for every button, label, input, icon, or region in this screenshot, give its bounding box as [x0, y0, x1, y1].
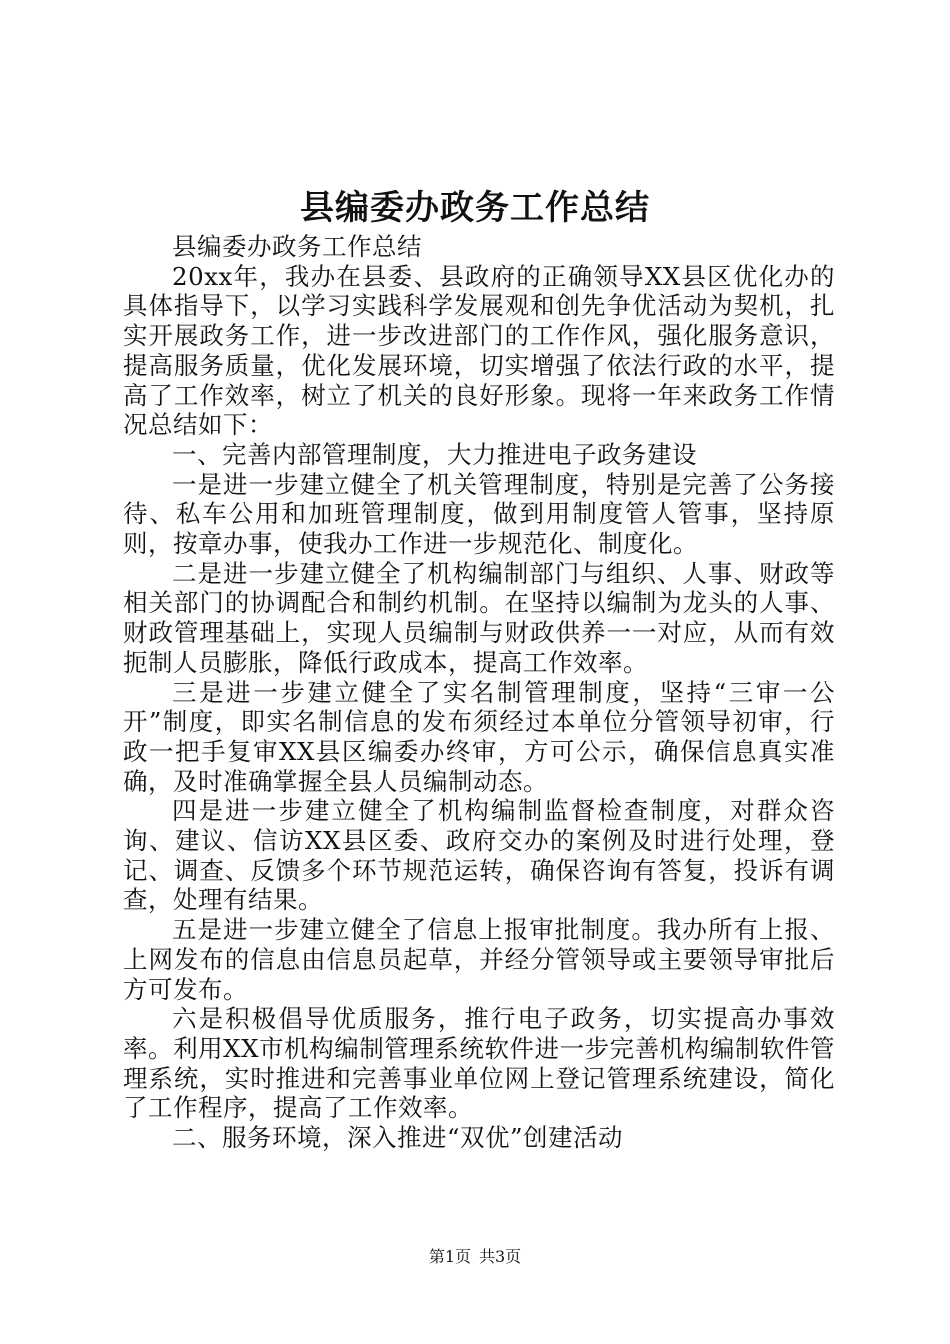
paragraph-item-2: 二是进一步建立健全了机构编制部门与组织、人事、财政等相关部门的协调配合和制约机制。在坚持以编制为龙头的人事、财政管理基础上，实现人员编制与财政供养一一对应，从而有效扼制人员膨胀，降低行政成本，提高工作效率。	[123, 558, 835, 677]
paragraph-item-6: 六是积极倡导优质服务，推行电子政务，切实提高办事效率。利用XX市机构编制管理系统软件进一步完善机构编制软件管理系统，实时推进和完善事业单位网上登记管理系统建设，简化了工作程序，提高了工作效率。	[123, 1004, 835, 1123]
page-footer	[0, 1246, 950, 1268]
paragraph-item-1: 一是进一步建立健全了机关管理制度，特别是完善了公务接待、私车公用和加班管理制度，做到用制度管人管事，坚持原则，按章办事，使我办工作进一步规范化、制度化。	[123, 469, 835, 559]
paragraph-intro: 20xx年，我办在县委、县政府的正确领导XX县区优化办的具体指导下，以学习实践科学发展观和创先争优活动为契机，扎实开展政务工作，进一步改进部门的工作作风，强化服务意识，提高服务质量，优化发展环境，切实增强了依法行政的水平，提高了工作效率，树立了机关的良好形象。现将一年来政务工作情况总结如下：	[123, 261, 835, 440]
paragraph-subtitle: 县编委办政务工作总结	[172, 232, 422, 261]
page-total: 共3页	[479, 1247, 522, 1266]
section-heading-1: 一、完善内部管理制度，大力推进电子政务建设	[172, 439, 697, 469]
paragraph-item-3: 三是进一步建立健全了实名制管理制度，坚持“三审一公开”制度，即实名制信息的发布须经过本单位分管领导初审，行政一把手复审XX县区编委办终审，方可公示，确保信息真实准确，及时准确掌握全县人员编制动态。	[123, 677, 835, 796]
paragraph-item-4: 四是进一步建立健全了机构编制监督检查制度，对群众咨询、建议、信访XX县区委、政府交办的案例及时进行处理，登记、调查、反馈多个环节规范运转，确保咨询有答复，投诉有调查，处理有结果。	[123, 796, 835, 915]
page-number: 第1页	[428, 1247, 471, 1266]
section-heading-2: 二、服务环境，深入推进“双优”创建活动	[172, 1123, 624, 1153]
document-title: 县编委办政务工作总结	[300, 188, 650, 228]
document-body	[123, 232, 835, 1153]
paragraph-item-5: 五是进一步建立健全了信息上报审批制度。我办所有上报、上网发布的信息由信息员起草，并经分管领导或主要领导审批后方可发布。	[123, 915, 835, 1004]
